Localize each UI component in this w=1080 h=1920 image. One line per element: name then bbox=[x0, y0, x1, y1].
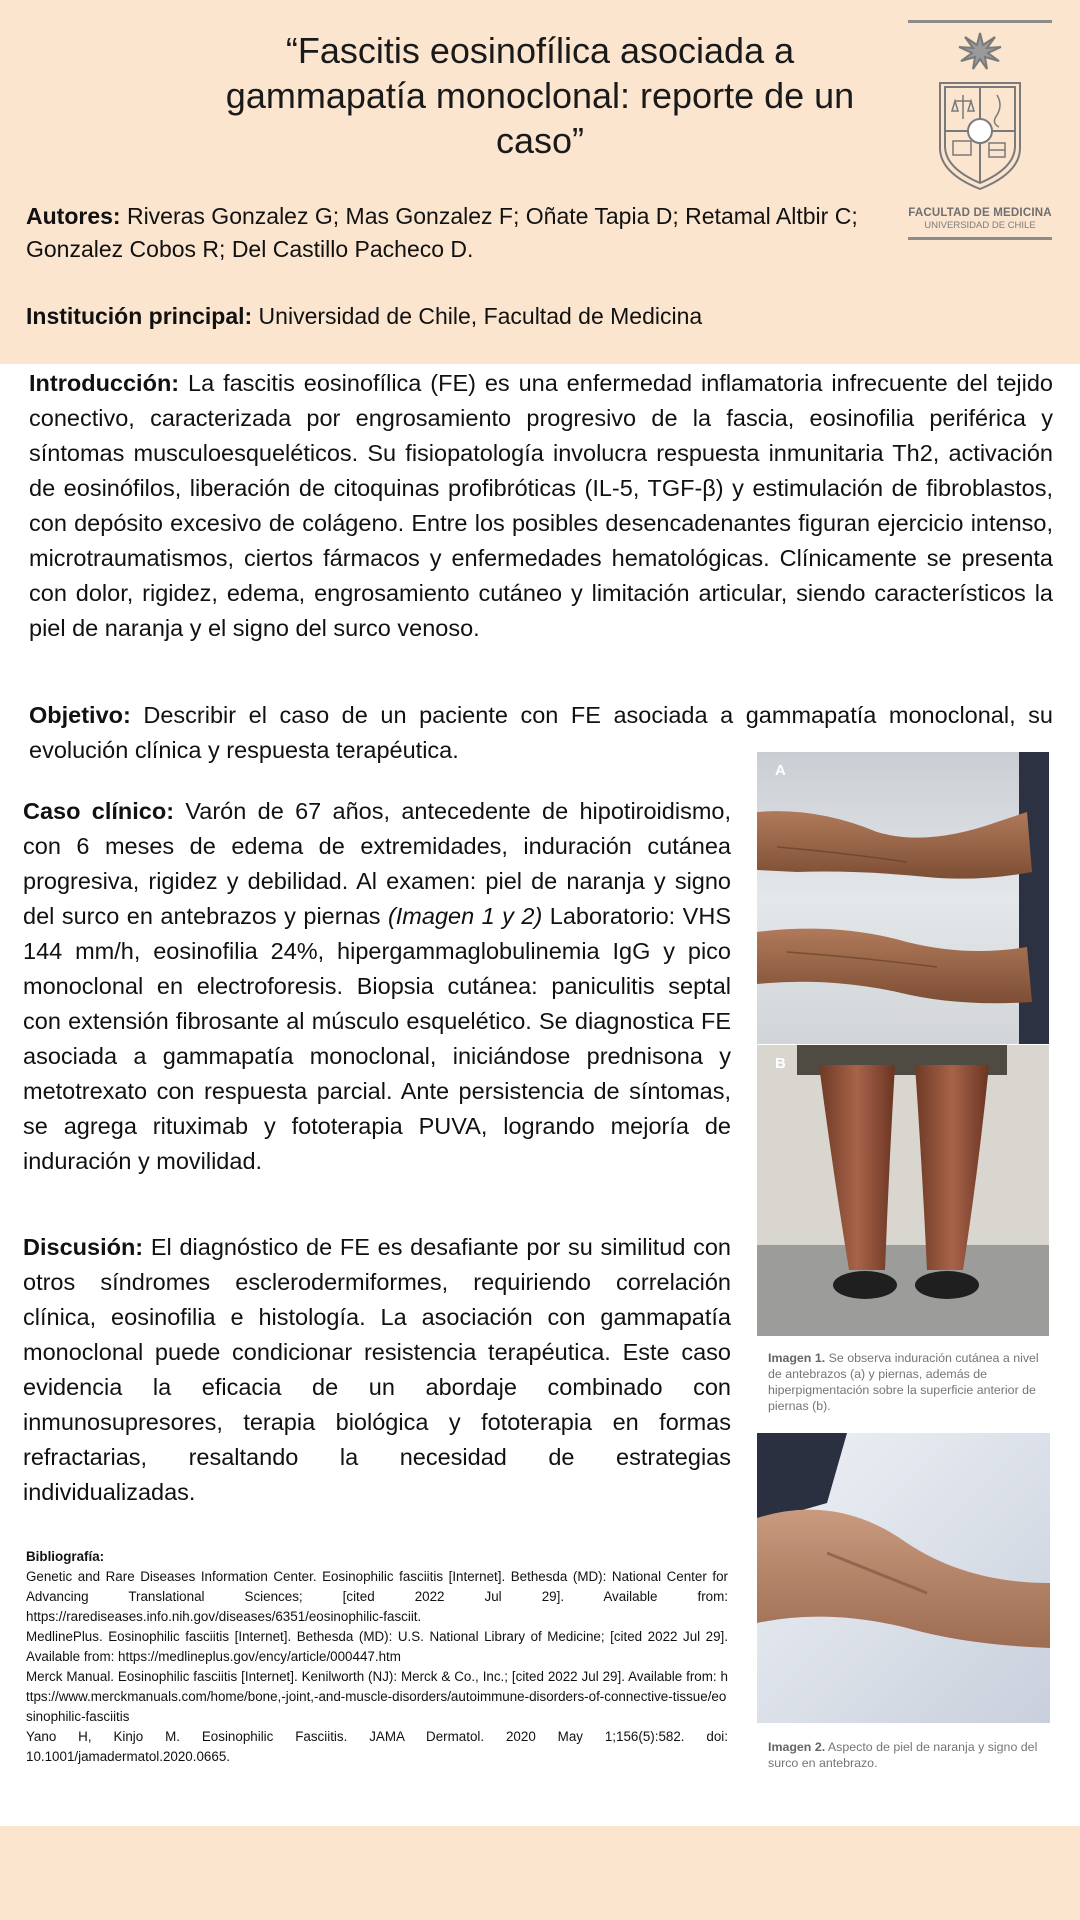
forearms-photo-illustration bbox=[757, 752, 1049, 1044]
university-logo bbox=[905, 20, 1055, 265]
caption-2-label: Imagen 2. bbox=[768, 1740, 826, 1754]
introduction-section bbox=[29, 366, 1053, 646]
logo-faculty-text: FACULTAD DE MEDICINA bbox=[908, 207, 1052, 219]
discussion-label: Discusión: bbox=[23, 1234, 144, 1260]
legs-photo-illustration bbox=[757, 1045, 1049, 1336]
case-label: Caso clínico: bbox=[23, 798, 175, 824]
authors-label: Autores: bbox=[26, 203, 121, 229]
figure-photo-b bbox=[757, 1045, 1049, 1336]
institution-label: Institución principal: bbox=[26, 303, 253, 329]
authors-line bbox=[26, 200, 886, 266]
institution-text: Universidad de Chile, Facultad de Medicina bbox=[252, 303, 703, 329]
objective-label: Objetivo: bbox=[29, 702, 131, 728]
bibliography-ref: Merck Manual. Eosinophilic fasciitis [Internet]. Kenilworth (NJ): Merck & Co., Inc.; [cited 2022 Jul 29]. Available from: https://www.merckmanuals.com/home/bone,-joint,-and-muscle-disorders/autoimmune-disorders-of-connective-tissue/eosinophilic-fasciitis bbox=[26, 1669, 728, 1724]
case-text-part2: Laboratorio: VHS 144 mm/h, eosinofilia 24%, hipergammaglobulinemia IgG y pico monoclonal en electroforesis. Biopsia cutánea: paniculitis septal con extensión fibrosante al músculo esquelético. Se diagnostica FE asociada a gammapatía monoclonal, iniciándose prednisona y metotrexato con respuesta parcial. Ante persistencia de síntomas, se agrega rituximab y fototerapia PUVA, logrando mejoría de induración y movilidad. bbox=[23, 903, 731, 1174]
introduction-label: Introducción: bbox=[29, 370, 180, 396]
logo-bottom-rule bbox=[908, 237, 1052, 240]
objective-text: Describir el caso de un paciente con FE asociada a gammapatía monoclonal, su evolución clínica y respuesta terapéutica. bbox=[29, 702, 1053, 763]
bibliography-title: Bibliografía: bbox=[26, 1549, 105, 1564]
photo-a-label: A bbox=[775, 762, 786, 779]
case-image-reference: (Imagen 1 y 2) bbox=[387, 903, 543, 929]
bibliography-section bbox=[26, 1547, 728, 1767]
figure-photo-a bbox=[757, 752, 1049, 1044]
institution-line bbox=[26, 300, 886, 333]
poster-title: “Fascitis eosinofílica asociada a gammapatía monoclonal: reporte de un caso” bbox=[225, 30, 855, 161]
authors-text: Riveras Gonzalez G; Mas Gonzalez F; Oñate Tapia D; Retamal Altbir C; Gonzalez Cobos R; Del Castillo Pacheco D. bbox=[26, 203, 858, 262]
caption-1-label: Imagen 1. bbox=[768, 1351, 826, 1365]
bibliography-ref: Yano H, Kinjo M. Eosinophilic Fasciitis. JAMA Dermatol. 2020 May 1;156(5):582. doi: 10.1001/jamadermatol.2020.0665. bbox=[26, 1729, 728, 1764]
figure-2-caption bbox=[768, 1739, 1046, 1771]
discussion-section bbox=[23, 1230, 731, 1510]
caption-2-text: Aspecto de piel de naranja y signo del surco en antebrazo. bbox=[768, 1740, 1038, 1770]
poster-header bbox=[0, 0, 1080, 364]
figure-photo-2 bbox=[757, 1433, 1050, 1723]
caption-1-text: Se observa induración cutánea a nivel de antebrazos (a) y piernas, además de hiperpigmentación sobre la superficie anterior de piernas (b). bbox=[768, 1351, 1039, 1413]
case-section bbox=[23, 794, 731, 1179]
introduction-text: La fascitis eosinofílica (FE) es una enfermedad inflamatoria infrecuente del tejido conectivo, caracterizada por engrosamiento progresivo de la fascia, eosinofilia periférica y síntomas musculoesqueléticos. Su fisiopatología involucra respuesta inmunitaria Th2, activación de eosinófilos, liberación de citoquinas profibróticas (IL-5, TGF-β) y estimulación de fibroblastos, con depósito excesivo de colágeno. Entre los posibles desencadenantes figuran ejercicio intenso, microtraumatismos, ciertos fármacos y enfermedades hematológicas. Clínicamente se presenta con dolor, rigidez, edema, engrosamiento cutáneo y limitación articular, siendo característicos la piel de naranja y el signo del surco venoso. bbox=[29, 370, 1053, 641]
discussion-text: El diagnóstico de FE es desafiante por su similitud con otros síndromes esclerodermiformes, requiriendo correlación clínica, eosinofilia e histología. La asociación con gammapatía monoclonal puede condicionar resistencia terapéutica. Este caso evidencia la eficacia de un abordaje combinado con inmunosupresores, terapia biológica y fototerapia en formas refractarias, resaltando la necesidad de estrategias individualizadas. bbox=[23, 1234, 731, 1505]
logo-university-text: UNIVERSIDAD DE CHILE bbox=[924, 220, 1036, 231]
coat-of-arms-icon bbox=[925, 23, 1035, 198]
bibliography-ref: MedlinePlus. Eosinophilic fasciitis [Internet]. Bethesda (MD): U.S. National Library of Medicine; [cited 2022 Jul 29]. Available from: https://medlineplus.gov/ency/article/000447.htm bbox=[26, 1629, 728, 1664]
case-text-part1: Varón de 67 años, antecedente de hipotiroidismo, con 6 meses de edema de extremidades, induración cutánea progresiva, rigidez y debilidad. Al examen: piel de naranja y signo del surco en antebrazos y piernas bbox=[23, 798, 731, 929]
poster-body bbox=[0, 364, 1080, 1826]
figure-1-caption bbox=[768, 1350, 1046, 1414]
photo-b-label: B bbox=[775, 1055, 786, 1072]
bibliography-ref: Genetic and Rare Diseases Information Center. Eosinophilic fasciitis [Internet]. Bethesda (MD): National Center for Advancing Translational Sciences; [cited 2022 Jul 29]. Available from: https://rarediseases.info.nih.gov/diseases/6351/eosinophilic-fasciit. bbox=[26, 1569, 728, 1624]
forearm-groove-photo-illustration bbox=[757, 1433, 1050, 1723]
